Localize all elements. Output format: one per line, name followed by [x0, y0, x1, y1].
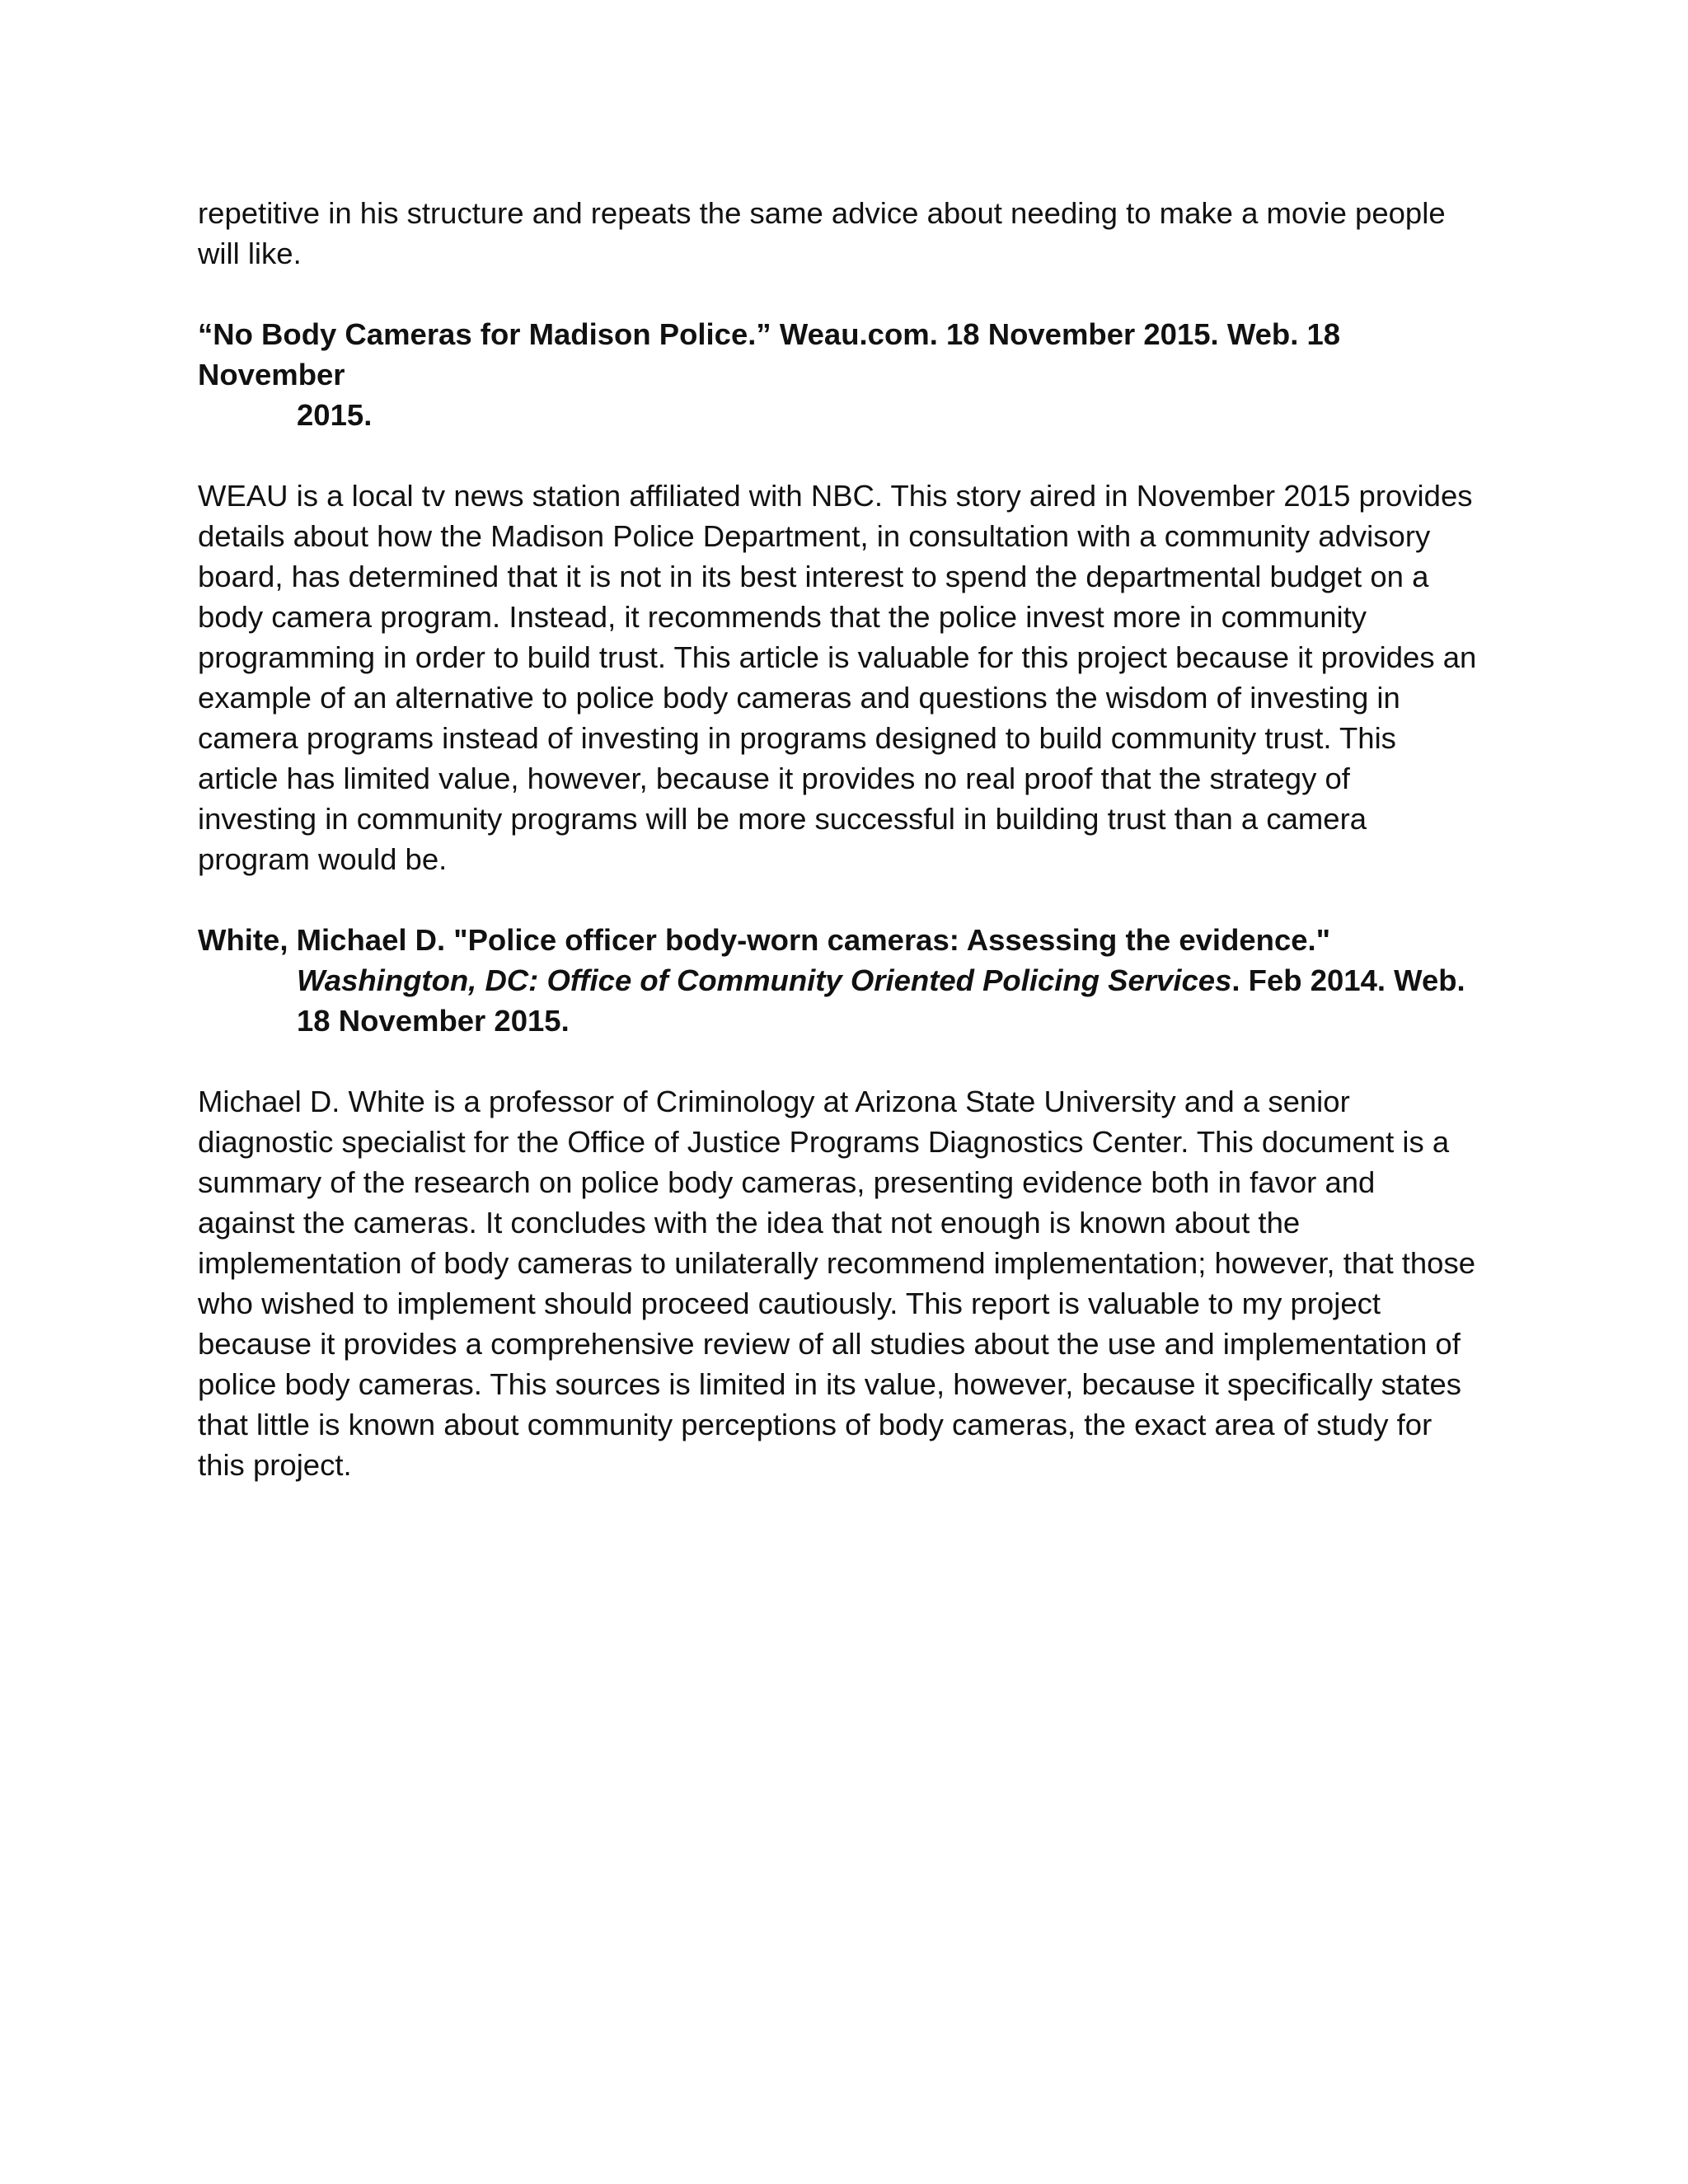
paragraph-gap	[198, 1041, 1500, 1081]
annotation-line: this project.	[198, 1448, 352, 1482]
annotation-line: WEAU is a local tv news station affiliated with NBC. This story aired in November 2015 provides	[198, 479, 1473, 513]
document-body	[198, 193, 1500, 1485]
annotation-madison-police	[198, 476, 1500, 879]
annotation-line: against the cameras. It concludes with the idea that not enough is known about the	[198, 1206, 1301, 1240]
citation-line: “No Body Cameras for Madison Police.” Weau.com. 18 November 2015. Web. 18	[198, 317, 1341, 351]
annotation-white-body-cameras	[198, 1081, 1500, 1485]
annotation-line: programming in order to build trust. This article is valuable for this project because it provides an	[198, 640, 1477, 674]
citation-publisher-italic: Washington, DC: Office of Community Oriented Policing Services	[297, 963, 1232, 997]
annotation-line: article has limited value, however, because it provides no real proof that the strategy of	[198, 762, 1350, 795]
intro-paragraph	[198, 193, 1500, 274]
intro-line: repetitive in his structure and repeats the same advice about needing to make a movie people	[198, 196, 1446, 230]
annotation-line: program would be.	[198, 842, 448, 876]
paragraph-gap	[198, 274, 1500, 314]
intro-line: will like.	[198, 237, 302, 270]
annotation-line: example of an alternative to police body cameras and questions the wisdom of investing in	[198, 681, 1400, 715]
citation-madison-police	[198, 314, 1500, 435]
annotation-line: camera programs instead of investing in programs designed to build community trust. This	[198, 721, 1396, 755]
citation-line: White, Michael D. "Police officer body-worn cameras: Assessing the evidence."	[198, 923, 1331, 957]
paragraph-gap	[198, 879, 1500, 920]
annotation-line: because it provides a comprehensive review of all studies about the use and implementation of	[198, 1327, 1461, 1361]
annotation-line: police body cameras. This sources is limited in its value, however, because it specifically states	[198, 1367, 1462, 1401]
citation-line-indented: 2015.	[297, 398, 373, 432]
annotation-line: that little is known about community perceptions of body cameras, the exact area of study for	[198, 1408, 1432, 1441]
citation-white-body-cameras	[198, 920, 1500, 1041]
annotation-line: board, has determined that it is not in its best interest to spend the departmental budget on a	[198, 560, 1429, 593]
annotation-line: implementation of body cameras to unilaterally recommend implementation; however, that those	[198, 1246, 1476, 1280]
annotation-line: summary of the research on police body cameras, presenting evidence both in favor and	[198, 1165, 1376, 1199]
paragraph-gap	[198, 435, 1500, 476]
citation-line-indented: 18 November 2015.	[297, 1004, 570, 1038]
citation-date-text: . Feb 2014. Web.	[1231, 963, 1465, 997]
citation-line-indented	[198, 960, 1500, 1001]
annotation-line: investing in community programs will be more successful in building trust than a camera	[198, 802, 1367, 836]
annotation-line: details about how the Madison Police Department, in consultation with a community advisory	[198, 519, 1431, 553]
annotation-line: who wished to implement should proceed cautiously. This report is valuable to my project	[198, 1286, 1381, 1320]
annotation-line: Michael D. White is a professor of Criminology at Arizona State University and a senior	[198, 1085, 1350, 1118]
citation-line: November	[198, 358, 345, 391]
annotation-line: diagnostic specialist for the Office of Justice Programs Diagnostics Center. This document is a	[198, 1125, 1450, 1159]
annotation-line: body camera program. Instead, it recommends that the police invest more in community	[198, 600, 1367, 634]
